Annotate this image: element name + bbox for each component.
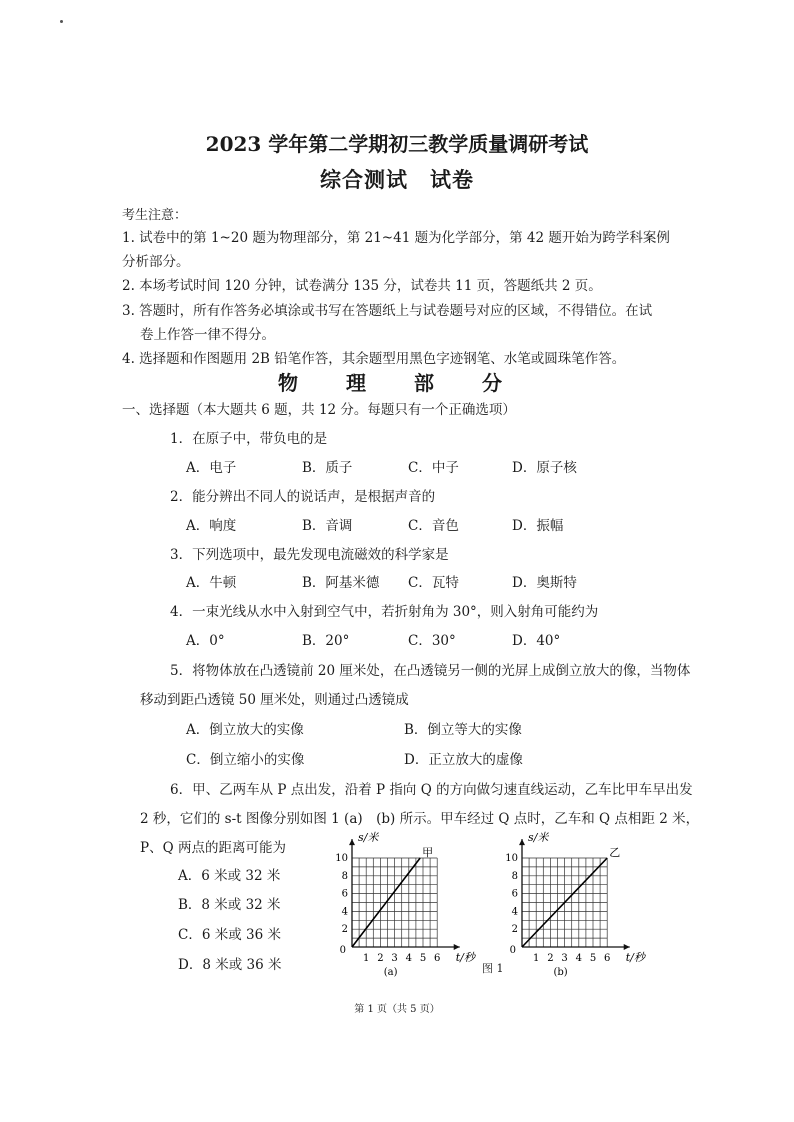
question-1-stem: 1．在原子中，带负电的是 xyxy=(170,431,328,447)
origin-label: 0 xyxy=(339,945,346,956)
y-tick-label: 4 xyxy=(511,906,518,918)
q1-option-c[interactable]: C．中子 xyxy=(408,460,459,476)
figure-1a-chart xyxy=(330,825,490,977)
q2-option-c[interactable]: C．音色 xyxy=(408,518,459,534)
q6-option-c[interactable]: C．6 米或 36 米 xyxy=(178,927,281,943)
x-axis-label: t/秒 xyxy=(455,951,475,964)
y-tick-label: 2 xyxy=(511,924,518,936)
x-tick-label: 4 xyxy=(575,953,582,964)
x-tick-label: 6 xyxy=(604,953,611,964)
q4-option-b[interactable]: B．20° xyxy=(302,633,350,649)
q6-option-a[interactable]: A．6 米或 32 米 xyxy=(178,868,281,884)
part-heading: 一、选择题（本大题共 6 题，共 12 分。每题只有一个正确选项） xyxy=(122,402,516,418)
notice-item-2: 2. 本场考试时间 120 分钟，试卷满分 135 分，试卷共 11 页，答题纸共 2 页。 xyxy=(122,278,602,294)
x-tick-label: 6 xyxy=(434,953,441,964)
y-axis-label: s/米 xyxy=(358,831,379,844)
question-2-stem: 2．能分辨出不同人的说话声，是根据声音的 xyxy=(170,489,436,505)
y-tick-label: 8 xyxy=(511,870,518,882)
figure-1b-chart xyxy=(500,825,660,977)
x-tick-label: 1 xyxy=(363,953,370,964)
q5-option-c[interactable]: C．倒立缩小的实像 xyxy=(186,752,305,768)
question-5-stem-line-1: 5．将物体放在凸透镜前 20 厘米处，在凸透镜另一侧的光屏上成倒立放大的像，当物体 xyxy=(170,663,691,679)
notice-heading: 考生注意： xyxy=(122,208,188,223)
q5-option-a[interactable]: A．倒立放大的实像 xyxy=(186,722,304,738)
q4-option-c[interactable]: C．30° xyxy=(408,633,456,649)
y-axis-arrow xyxy=(349,839,355,845)
scan-speck xyxy=(60,20,63,23)
notice-item-1-line-1: 1. 试卷中的第 1~20 题为物理部分，第 21~41 题为化学部分，第 42 题开始为跨学科案例 xyxy=(122,230,670,246)
question-6-stem-line-3: P、Q 两点的距离可能为 xyxy=(140,840,286,856)
question-6-stem-line-1: 6．甲、乙两车从 P 点出发，沿着 P 指向 Q 的方向做匀速直线运动，乙车比甲车早出发 xyxy=(170,782,693,798)
origin-label: 0 xyxy=(509,945,516,956)
q5-option-d[interactable]: D．正立放大的虚像 xyxy=(404,752,523,768)
x-tick-label: 2 xyxy=(377,953,384,964)
y-tick-label: 2 xyxy=(341,924,348,936)
q3-option-d[interactable]: D．奥斯特 xyxy=(512,575,577,591)
q3-option-a[interactable]: A．牛顿 xyxy=(186,575,237,591)
y-tick-label: 10 xyxy=(335,853,348,864)
q2-option-d[interactable]: D．振幅 xyxy=(512,518,564,534)
exam-subtitle: 综合测试 试卷 xyxy=(320,167,474,192)
q6-option-b[interactable]: B．8 米或 32 米 xyxy=(178,897,281,913)
y-axis-label: s/米 xyxy=(528,831,549,844)
x-axis-arrow xyxy=(454,944,460,950)
x-axis-arrow xyxy=(624,944,630,950)
x-tick-label: 3 xyxy=(391,953,398,964)
notice-item-1-line-2: 分析部分。 xyxy=(122,254,190,270)
x-tick-label: 4 xyxy=(405,953,412,964)
y-tick-label: 6 xyxy=(511,888,518,900)
x-axis-label: t/秒 xyxy=(625,951,645,964)
question-4-stem: 4．一束光线从水中入射到空气中，若折射角为 30°，则入射角可能约为 xyxy=(170,604,599,620)
x-tick-label: 3 xyxy=(561,953,568,964)
x-tick-label: 5 xyxy=(589,953,597,964)
notice-item-3-line-1: 3. 答题时，所有作答务必填涂或书写在答题纸上与试卷题号对应的区域，不得错位。在试 xyxy=(122,303,653,319)
q3-option-b[interactable]: B．阿基米德 xyxy=(302,575,380,591)
q4-option-a[interactable]: A．0° xyxy=(186,633,225,649)
q1-option-a[interactable]: A．电子 xyxy=(186,460,237,476)
y-tick-label: 4 xyxy=(341,906,348,918)
notice-item-4: 4. 选择题和作图题用 2B 铅笔作答，其余题型用黑色字迹钢笔、水笔或圆珠笔作答。 xyxy=(122,351,626,367)
notice-item-3-line-2: 卷上作答一律不得分。 xyxy=(140,327,275,343)
series-name-label: 甲 xyxy=(422,846,434,859)
q1-option-d[interactable]: D．原子核 xyxy=(512,460,577,476)
series-name-label: 乙 xyxy=(609,846,621,859)
chart-caption: (b) xyxy=(553,967,568,977)
q6-option-d[interactable]: D．8 米或 36 米 xyxy=(178,957,282,973)
q3-option-c[interactable]: C．瓦特 xyxy=(408,575,459,591)
y-axis-arrow xyxy=(519,839,525,845)
question-3-stem: 3．下列选项中，最先发现电流磁效的科学家是 xyxy=(170,547,449,563)
question-6-stem-line-2: 2 秒，它们的 s-t 图像分别如图 1 (a) (b) 所示。甲车经过 Q 点时，乙车和 Q 点相距 2 米， xyxy=(140,811,700,827)
page-footer: 第 1 页（共 5 页） xyxy=(354,1004,440,1015)
section-title: 物 理 部 分 xyxy=(278,371,516,395)
q4-option-d[interactable]: D．40° xyxy=(512,633,561,649)
q2-option-a[interactable]: A．响度 xyxy=(186,518,237,534)
chart-caption: (a) xyxy=(383,967,398,977)
question-5-stem-line-2: 移动到距凸透镜 50 厘米处，则通过凸透镜成 xyxy=(140,692,409,708)
q5-option-b[interactable]: B．倒立等大的实像 xyxy=(404,722,522,738)
x-tick-label: 2 xyxy=(547,953,554,964)
x-tick-label: 1 xyxy=(533,953,540,964)
y-tick-label: 10 xyxy=(505,853,518,864)
y-tick-label: 6 xyxy=(341,888,348,900)
x-tick-label: 5 xyxy=(419,953,427,964)
figure-label: 图 1 xyxy=(482,962,504,975)
q2-option-b[interactable]: B．音调 xyxy=(302,518,353,534)
y-tick-label: 8 xyxy=(341,870,348,882)
exam-title: 2023 学年第二学期初三教学质量调研考试 xyxy=(205,132,589,156)
q1-option-b[interactable]: B．质子 xyxy=(302,460,353,476)
